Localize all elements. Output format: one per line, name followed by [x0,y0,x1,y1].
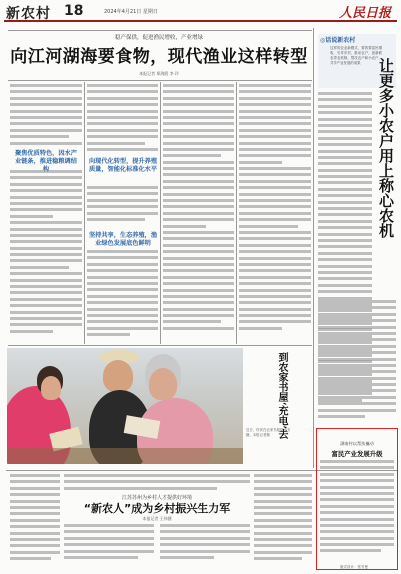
highlight-headline: 富民产业发展升级 [331,450,383,458]
lead-byline: 本报记者 郑海鸥 李 玲 [139,71,179,76]
sidebar-text-column [318,300,396,424]
section-name: 新农村 [6,6,51,22]
page-number: 18 [64,3,84,19]
article-text-column [160,524,250,568]
highlight-kicker: 湖南村以帮扶撬动 [340,441,374,446]
photo-caption: 近日，村民在农家书屋阅读书籍。本报记者摄 [246,428,291,437]
article-text-column [254,474,312,568]
sidebar-headline: 让更多小农户用上称心农机 [377,58,395,238]
sidebar-tag: ◎话说新农村 [320,37,356,44]
column-rule [313,28,314,468]
lower-headline: “新农人”成为乡村振兴生力军 [83,502,231,515]
article-text-column [10,474,60,568]
lead-headline: 向江河湖海要食物，现代渔业这样转型 [10,47,308,67]
lead-kicker: 稳产保供，促进渔民增收，产业增绿 [114,35,203,41]
article-text-column [239,84,311,342]
lead-subhead-1: 聚焦优质特色，因水产业链条，推进稳粮调结 [15,150,77,165]
article-text-column [10,84,82,148]
photo-title: 到农家书屋‘充电’去 [276,352,287,439]
article-text-column [87,84,158,156]
lead-subhead-2: 向现代化转型，提升养殖质量，智能化标准化水平 [88,158,158,173]
article-text-column [87,250,158,342]
article-text-column [163,84,234,342]
column-rule [236,82,237,344]
rule [8,345,312,346]
column-rule [84,82,85,344]
lead-subhead-3: 坚持共享，生态养殖，渔业绿色发展底色鲜明 [88,232,158,247]
rule [8,80,312,81]
paper-logo: 人民日报 [338,6,391,21]
highlight-text [320,460,394,562]
news-photo [7,348,243,464]
masthead [4,2,397,22]
article-text-column [87,186,158,230]
article-text-column [10,170,82,342]
lower-byline: 本报记者 王伟健 [142,516,172,521]
column-rule [160,82,161,344]
rule [8,30,312,31]
article-text-column [64,474,250,492]
footer-credit: 版式设计：张芳曼 [340,565,368,569]
article-text-column [64,524,154,568]
dateline: 2024年4月21日 星期日 [104,9,158,15]
lower-kicker: 江苏苏州为乡村人才提供好环境 [121,495,192,501]
sidebar-intro: 这样的农业新模式，要的要富民增收，引导乡村，推动农户，创新联农带农机制，帮扶农户和小农户，共享产业发展的成果 [330,46,382,65]
